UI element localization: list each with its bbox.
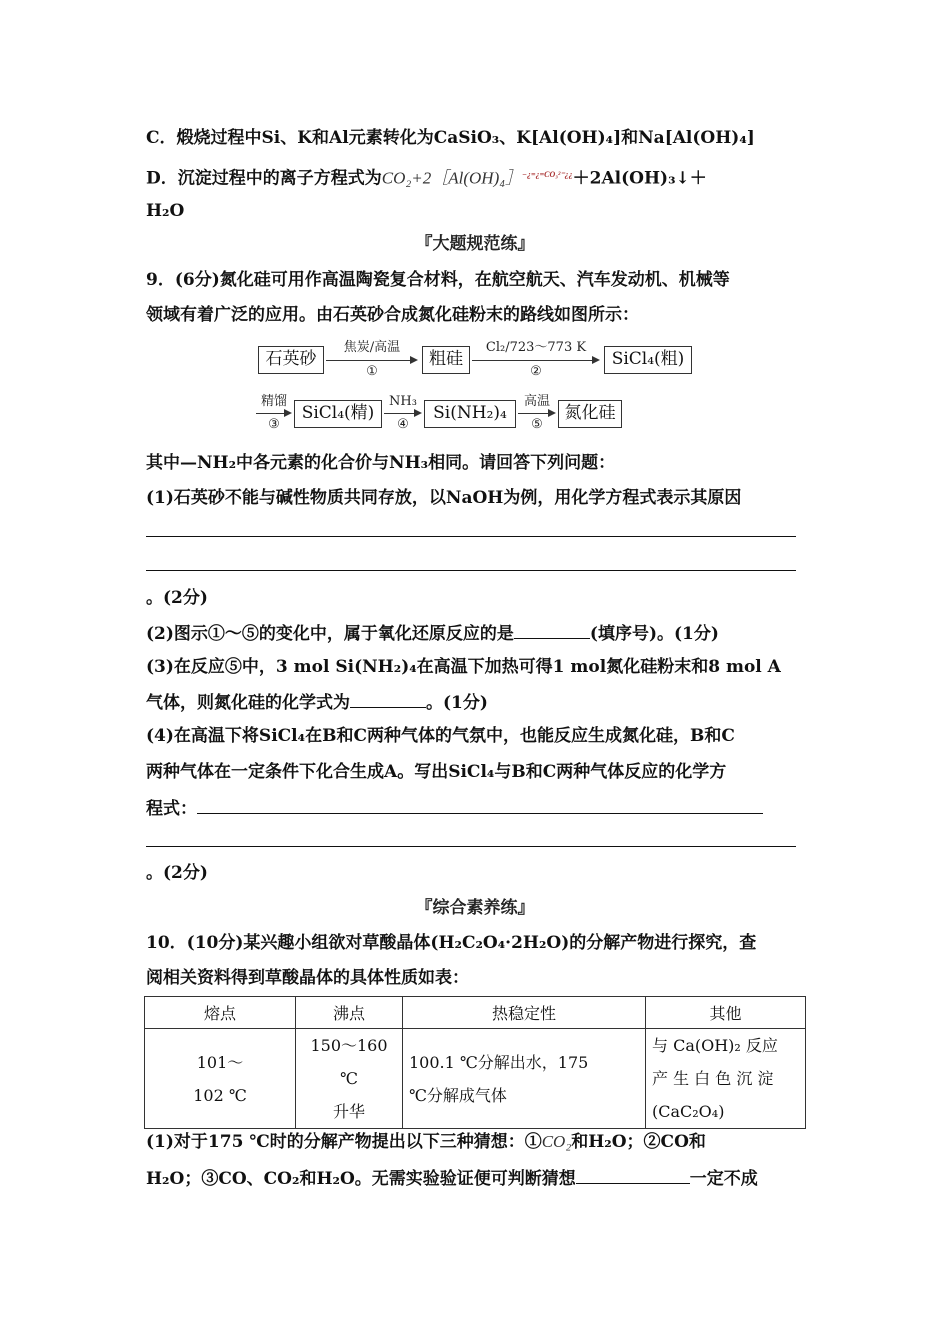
flow-arrow2-step: ② [530, 364, 542, 379]
cell-other: 与 Ca(OH)₂ 反应 产 生 白 色 沉 淀 (CaC₂O₄) [646, 1029, 806, 1129]
answer-blank-10-1[interactable] [576, 1165, 690, 1184]
q9-part4-1: (4)在高温下将SiCl₄在B和C两种气体的气氛中，也能反应生成氮化硅，B和C [146, 726, 735, 746]
header-stability: 热稳定性 [403, 997, 646, 1029]
flow-arrow-5 [518, 413, 554, 414]
q9-part2: (2)图示①～⑤的变化中，属于氧化还原反应的是 (填序号)。(1分) [146, 620, 719, 646]
q9-part1: (1)石英砂不能与碱性物质共同存放，以NaOH为例，用化学方程式表示其原因 [146, 488, 742, 508]
q10-intro-1: 10．(10分)某兴趣小组欲对草酸晶体(H₂C₂O₄·2H₂O)的分解产物进行探究，查 [146, 933, 757, 953]
garbled-superscript: −¿=¿=CO₃²⁻¿¿ [522, 170, 573, 179]
oxalic-acid-properties-table [144, 996, 806, 1129]
header-melting: 熔点 [145, 997, 296, 1029]
header-other: 其他 [646, 997, 806, 1029]
flow-arrow2-condition: Cl₂/723～773 K [485, 340, 587, 355]
q10-part1-2: H₂O；③CO、CO₂和H₂O。无需实验验证便可判断猜想 一定不成 [146, 1165, 758, 1191]
cell-stability: 100.1 ℃分解出水，175 ℃分解成气体 [403, 1029, 646, 1129]
section-heading-major: 『大题规范练』 [415, 234, 535, 254]
flow-arrow5-step: ⑤ [531, 417, 543, 432]
header-boiling: 沸点 [296, 997, 403, 1029]
option-d-continued: H₂O [146, 201, 185, 221]
cell-melting: 101～ 102 ℃ [145, 1029, 296, 1129]
q9-intro-1: 9．(6分)氮化硅可用作高温陶瓷复合材料，在航空航天、汽车发动机、机械等 [146, 270, 730, 290]
flow-arrow4-condition: NH₃ [389, 394, 417, 409]
flow-box-crude-si: 粗硅 [422, 346, 470, 374]
flow-box-sicl4-pure: SiCl₄(精) [294, 400, 382, 428]
flow-arrow1-condition: 焦炭/高温 [343, 340, 401, 355]
flow-arrow3-condition: 精馏 [260, 394, 287, 409]
flow-arrow-1 [326, 360, 416, 361]
table-row [145, 1029, 806, 1129]
section-heading-comprehensive: 『综合素养练』 [415, 898, 535, 918]
flow-arrow-3 [256, 413, 290, 414]
answer-line-4b[interactable] [146, 846, 796, 847]
flow-arrow-4 [384, 413, 420, 414]
q9-part1-score: 。(2分) [146, 588, 208, 608]
q9-part4-3: 程式： [146, 795, 763, 821]
option-d: D．沉淀过程中的离子方程式为CO₂+2［Al(OH)₄］$^{-¿=¿=CO_3^{2-}¿¿}$＋2Al(OH)₃↓＋ [146, 168, 707, 189]
q9-part4-score: 。(2分) [146, 863, 208, 883]
cell-boiling: 150～160 ℃ 升华 [296, 1029, 403, 1129]
q9-part4-2: 两种气体在一定条件下化合生成A。写出SiCl₄与B和C两种气体反应的化学方 [146, 762, 727, 782]
flow-arrow4-step: ④ [397, 417, 409, 432]
flow-arrow1-step: ① [366, 364, 378, 379]
flow-arrow5-condition: 高温 [523, 394, 550, 409]
q9-part3-1: (3)在反应⑤中，3 mol Si(NH₂)₄在高温下加热可得1 mol氮化硅粉末和8 mol A [146, 657, 781, 677]
flow-arrow-2 [472, 360, 598, 361]
ion-formula: CO₂+2［Al(OH)₄］ [381, 168, 523, 188]
answer-blank-3[interactable] [350, 689, 426, 708]
q9-intro-2: 领域有着广泛的应用。由石英砂合成氮化硅粉末的路线如图所示： [146, 305, 639, 325]
answer-blank-4a[interactable] [197, 795, 763, 814]
flow-arrow3-step: ③ [268, 417, 280, 432]
answer-line-1b[interactable] [146, 570, 796, 571]
flow-box-si-nh2: Si(NH₂)₄ [424, 400, 516, 428]
option-c: C．煅烧过程中Si、K和Al元素转化为CaSiO₃、K[Al(OH)₄]和Na[Al(OH)₄] [146, 128, 755, 148]
flow-box-sicl4-crude: SiCl₄(粗) [604, 346, 692, 374]
q9-part3-2: 气体，则氮化硅的化学式为 。(1分) [146, 689, 488, 715]
flow-box-nitride: 氮化硅 [558, 400, 622, 428]
answer-line-1a[interactable] [146, 536, 796, 537]
answer-blank-2[interactable] [514, 620, 590, 639]
co2-formula: CO₂ [541, 1132, 572, 1151]
q10-part1-1: (1)对于175 ℃时的分解产物提出以下三种猜想：①CO₂和H₂O；②CO和 [146, 1132, 706, 1152]
table-header-row [145, 997, 806, 1029]
q10-intro-2: 阅相关资料得到草酸晶体的具体性质如表： [146, 968, 469, 988]
q9-note: 其中—NH₂中各元素的化合价与NH₃相同。请回答下列问题： [146, 453, 616, 473]
flow-box-quartz: 石英砂 [258, 346, 324, 374]
